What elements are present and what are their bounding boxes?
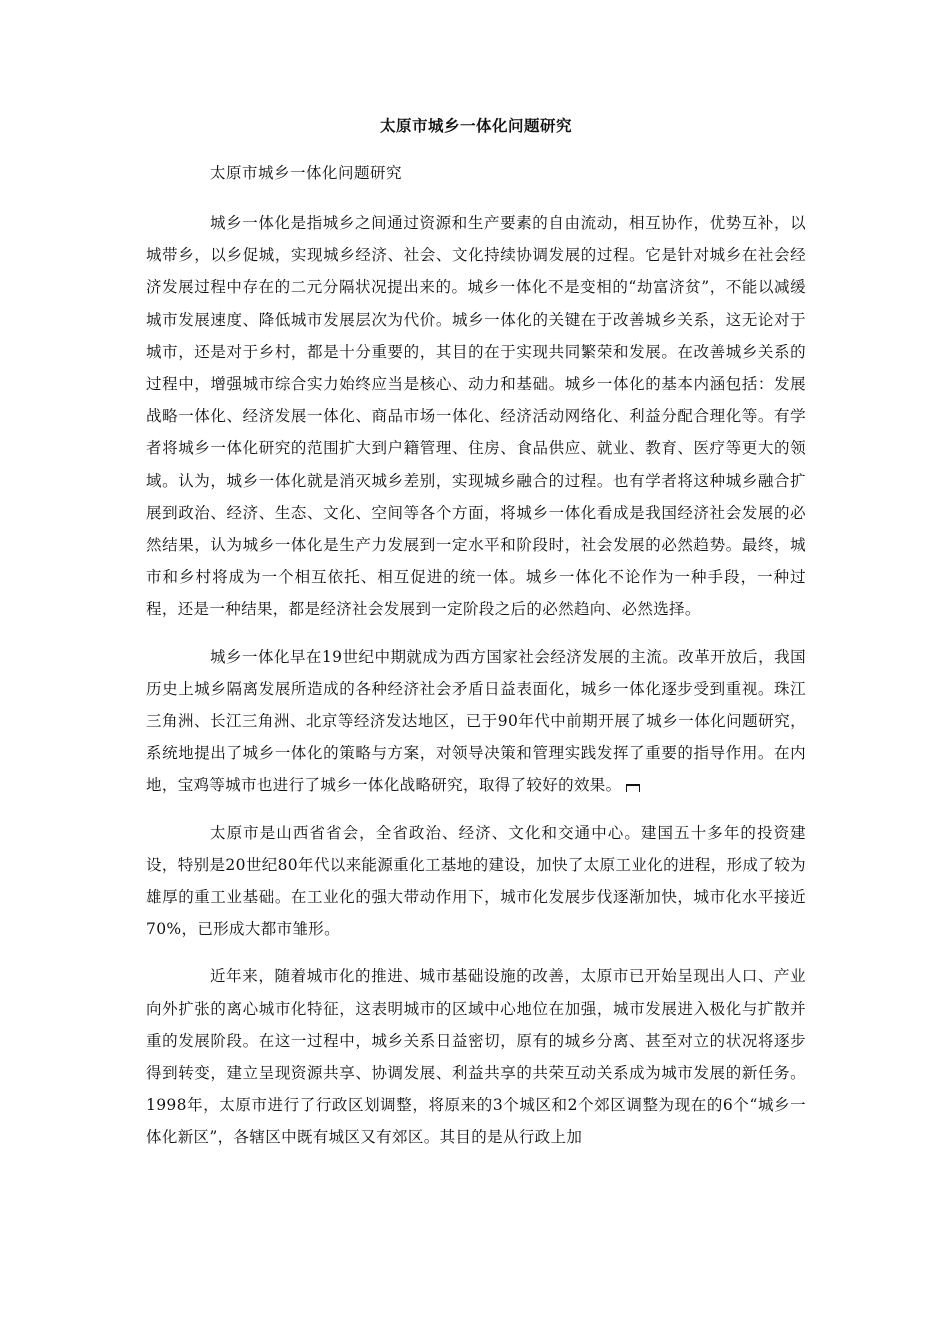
paragraph-recent-development [146, 960, 806, 1153]
paragraph-taiyuan-overview [146, 817, 806, 946]
paragraph-text: 太原市是山西省省会，全省政治、经济、文化和交通中心。建国五十多年的投资建设，特别是20世纪80年代以来能源重化工基地的建设，加快了太原工业化的进程，形成了较为雄厚的重工业基础。在工业化的强大带动作用下，城市化发展步伐逐渐加快，城市化水平接近70%，已形成大都市雏形。 [146, 823, 806, 939]
document-subtitle: 太原市城乡一体化问题研究 [210, 164, 403, 182]
document-title: 太原市城乡一体化问题研究 [379, 116, 572, 135]
paragraph-text: 城乡一体化早在19世纪中期就成为西方国家社会经济发展的主流。改革开放后，我国历史上城乡隔离发展所造成的各种经济社会矛盾日益表面化，城乡一体化逐步受到重视。珠江三角洲、长江三角洲、北京等经济发达地区，已于90年代中前期开展了城乡一体化问题研究，系统地提出了城乡一体化的策略与方案，对领导决策和管理实践发挥了重要的指导作用。在内地，宝鸡等城市也进行了城乡一体化战略研究，取得了较好的效果。 [146, 647, 806, 795]
paragraph-text: 近年来，随着城市化的推进、城市基础设施的改善，太原市已开始呈现出人口、产业向外扩张的离心城市化特征，这表明城市的区域中心地位在加强，城市发展进入极化与扩散并重的发展阶段。在这一过程中，城乡关系日益密切，原有的城乡分离、甚至对立的状况将逐步得到转变，建立呈现资源共享、协调发展、利益共享的共荣互动关系成为城市发展的新任务。1998年，太原市进行了行政区划调整，将原来的3个城区和2个郊区调整为现在的6个“城乡一体化新区”，各辖区中既有城区又有郊区。其目的是从行政上加 [146, 967, 806, 1147]
paragraph-text: 城乡一体化是指城乡之间通过资源和生产要素的自由流动，相互协作，优势互补，以城带乡，以乡促城，实现城乡经济、社会、文化持续协调发展的过程。它是针对城乡在社会经济发展过程中存在的二元分隔状况提出来的。城乡一体化不是变相的“劫富济贫”，不能以减缓城市发展速度、降低城市发展层次为代价。城乡一体化的关键在于改善城乡关系，这无论对于城市，还是对于乡村，都是十分重要的，其目的在于实现共同繁荣和发展。在改善城乡关系的过程中，增强城市综合实力始终应当是核心、动力和基础。城乡一体化的基本内涵包括：发展战略一体化、经济发展一体化、商品市场一体化、经济活动网络化、利益分配合理化等。有学者将城乡一体化研究的范围扩大到户籍管理、住房、食品供应、就业、教育、医疗等更大的领域。认为，城乡一体化就是消灭城乡差别，实现城乡融合的过程。也有学者将这种城乡融合扩展到政治、经济、生态、文化、空间等各个方面，将城乡一体化看成是我国经济社会发展的必然结果，认为城乡一体化是生产力发展到一定水平和阶段时，社会发展的必然趋势。最终，城市和乡村将成为一个相互依托、相互促进的统一体。城乡一体化不论作为一种手段，一种过程，还是一种结果，都是经济社会发展到一定阶段之后的必然趋向、必然选择。 [146, 214, 806, 619]
document-page [146, 112, 806, 1169]
paragraph-definition [146, 207, 806, 626]
paragraph-end-mark-icon [626, 784, 640, 792]
paragraph-history [146, 641, 806, 802]
